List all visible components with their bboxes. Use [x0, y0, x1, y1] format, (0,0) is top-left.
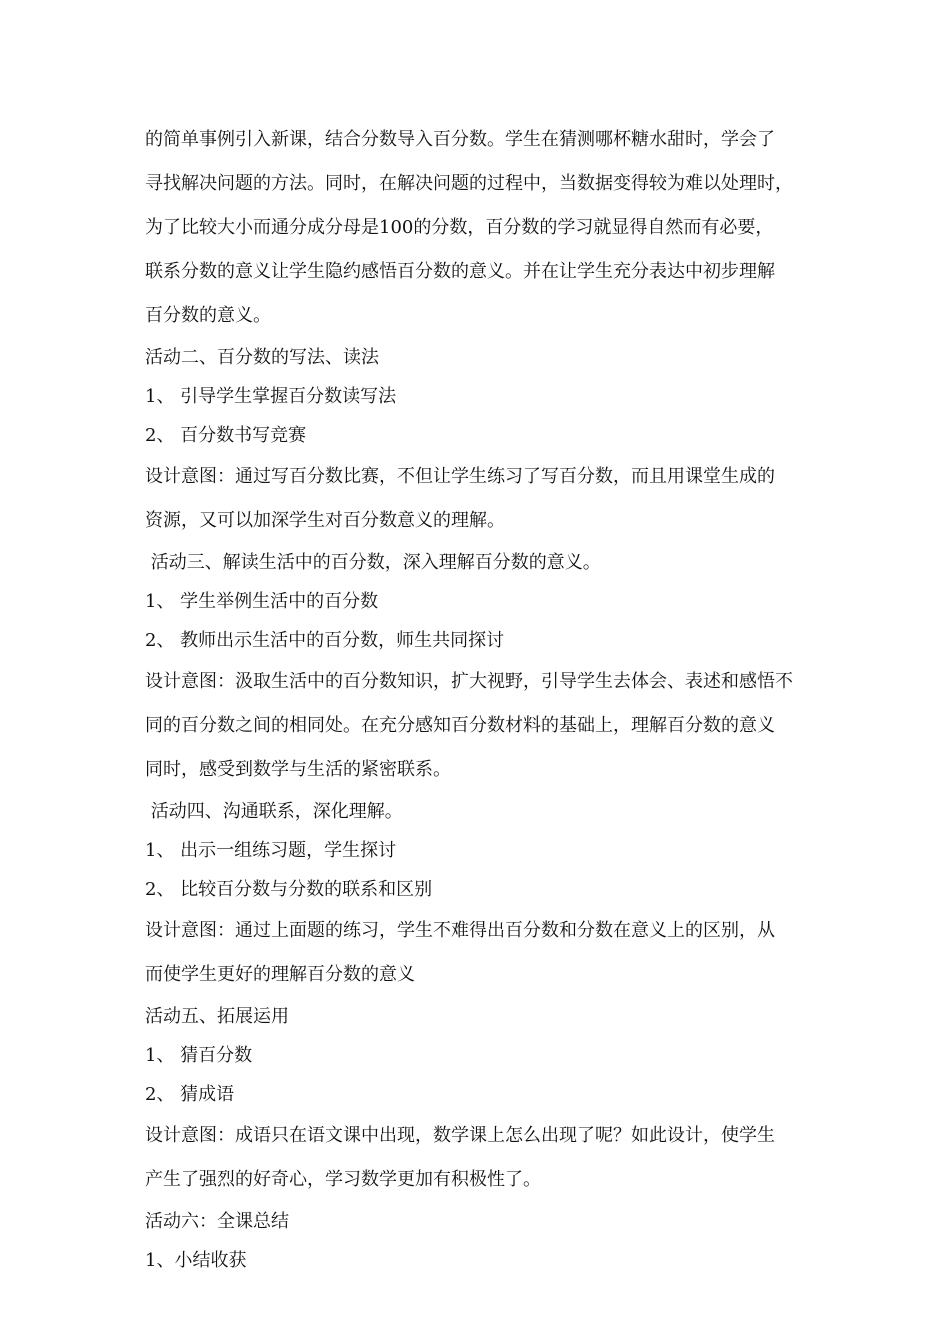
list-item: 1、小结收获 [145, 1250, 247, 1271]
paragraph-line: 为了比较大小而通分成分母是100的分数，百分数的学习就显得自然而有必要， [145, 217, 774, 238]
list-item: 2、 百分数书写竞赛 [145, 425, 307, 446]
document-body [145, 118, 810, 1280]
section-heading-activity-5: 活动五、拓展运用 [145, 1006, 289, 1027]
design-intent-line: 设计意图：成语只在语文课中出现，数学课上怎么出现了呢？如此设计，使学生 [145, 1125, 775, 1146]
design-intent-line: 同时，感受到数学与生活的紧密联系。 [145, 759, 451, 780]
list-item: 1、 出示一组练习题，学生探讨 [145, 840, 397, 861]
paragraph-line: 联系分数的意义让学生隐约感悟百分数的意义。并在让学生充分表达中初步理解 [145, 261, 775, 282]
design-intent-line: 设计意图：通过写百分数比赛，不但让学生练习了写百分数，而且用课堂生成的 [145, 466, 775, 487]
paragraph-line: 寻找解决问题的方法。同时，在解决问题的过程中，当数据变得较为难以处理时， [145, 173, 793, 194]
design-intent-line: 产生了强烈的好奇心，学习数学更加有积极性了。 [145, 1169, 541, 1190]
list-item: 2、 比较百分数与分数的联系和区别 [145, 879, 433, 900]
list-item: 1、 猜百分数 [145, 1045, 253, 1066]
section-heading-activity-6: 活动六：全课总结 [145, 1211, 289, 1232]
section-heading-activity-2: 活动二、百分数的写法、读法 [145, 347, 379, 368]
list-item: 1、 学生举例生活中的百分数 [145, 591, 379, 612]
design-intent-line: 资源，又可以加深学生对百分数意义的理解。 [145, 510, 505, 531]
paragraph-line: 的简单事例引入新课，结合分数导入百分数。学生在猜测哪杯糖水甜时，学会了 [145, 129, 775, 150]
design-intent-line: 而使学生更好的理解百分数的意义 [145, 964, 415, 985]
list-item: 2、 猜成语 [145, 1084, 235, 1105]
design-intent-line: 同的百分数之间的相同处。在充分感知百分数材料的基础上，理解百分数的意义 [145, 715, 775, 736]
section-heading-activity-4: 活动四、沟通联系，深化理解。 [145, 801, 403, 822]
list-item: 2、 教师出示生活中的百分数，师生共同探讨 [145, 630, 505, 651]
list-item: 1、 引导学生掌握百分数读写法 [145, 386, 397, 407]
design-intent-line: 设计意图：汲取生活中的百分数知识，扩大视野，引导学生去体会、表述和感悟不 [145, 671, 793, 692]
section-heading-activity-3: 活动三、解读生活中的百分数，深入理解百分数的意义。 [145, 552, 601, 573]
paragraph-line: 百分数的意义。 [145, 305, 271, 326]
design-intent-line: 设计意图：通过上面题的练习，学生不难得出百分数和分数在意义上的区别，从 [145, 920, 775, 941]
